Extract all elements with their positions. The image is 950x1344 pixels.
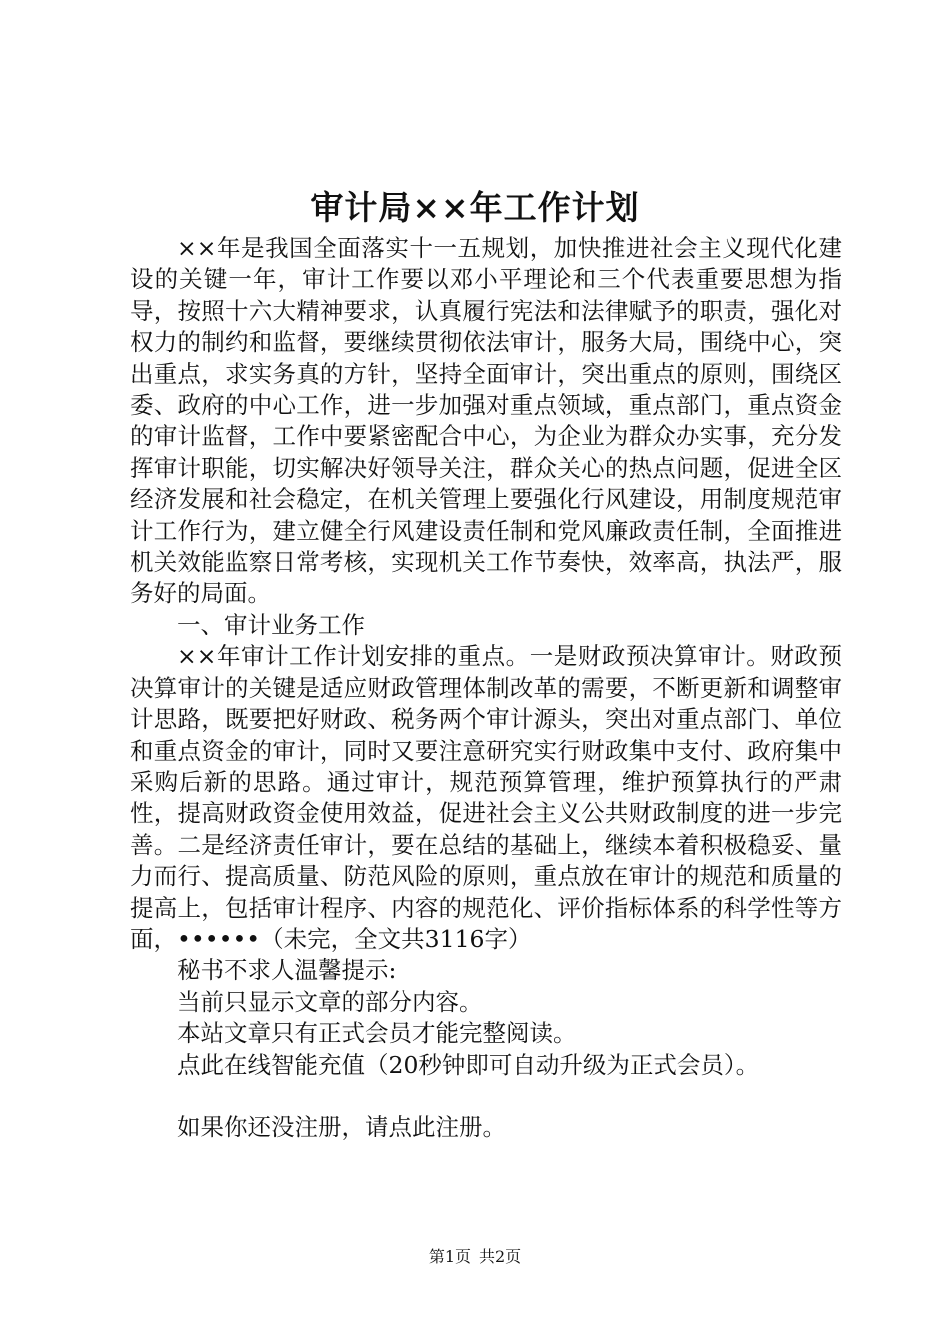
notice-heading: 秘书不求人温馨提示: — [177, 956, 397, 985]
intro-paragraph: ××年是我国全面落实十一五规划，加快推进社会主义现代化建设的关键一年，审计工作要以邓小平理论和三个代表重要思想为指导，按照十六大精神要求，认真履行宪法和法律赋予的职责，强化对权力的制约和监督，要继续贯彻依法审计，服务大局，围绕中心，突出重点，求实务真的方针，坚持全面审计，突出重点的原则，围绕区委、政府的中心工作，进一步加强对重点领域，重点部门，重点资金的审计监督，工作中要紧密配合中心，为企业为群众办实事，充分发挥审计职能，切实解决好领导关注，群众关心的热点问题，促进全区经济发展和社会稳定，在机关管理上要强化行风建设，用制度规范审计工作行为，建立健全行风建设责任制和党风廉政责任制，全面推进机关效能监察日常考核，实现机关工作节奏快，效率高，执法严，服务好的局面。 — [130, 234, 842, 608]
document-title: 审计局××年工作计划 — [310, 188, 640, 227]
body-paragraph: ××年审计工作计划安排的重点。一是财政预决算审计。财政预决算审计的关键是适应财政管理体制改革的需要，不断更新和调整审计思路，既要把好财政、税务两个审计源头，突出对重点部门、单位和重点资金的审计，同时又要注意研究实行财政集中支付、政府集中采购后新的思路。通过审计，规范预算管理，维护预算执行的严肃性，提高财政资金使用效益，促进社会主义公共财政制度的进一步完善。二是经济责任审计，要在总结的基础上，继续本着积极稳妥、量力而行、提高质量、防范风险的原则，重点放在审计的规范和质量的提高上，包括审计程序、内容的规范化、评价指标体系的科学性等方面，••••••（未完，全文共3116字） — [130, 642, 842, 953]
page-total: 共2页 — [479, 1247, 522, 1266]
notice-partial-content: 当前只显示文章的部分内容。 — [177, 987, 483, 1016]
page-footer — [0, 1247, 950, 1267]
document-body — [130, 233, 842, 1144]
page-number: 第1页 — [428, 1247, 471, 1266]
spacer — [130, 1081, 842, 1112]
recharge-link[interactable]: 点此在线智能充值（20秒钟即可自动升级为正式会员）。 — [177, 1050, 760, 1079]
notice-members-only: 本站文章只有正式会员才能完整阅读。 — [177, 1019, 577, 1048]
register-link[interactable]: 如果你还没注册，请点此注册。 — [177, 1113, 506, 1142]
section-heading: 一、审计业务工作 — [177, 610, 365, 639]
